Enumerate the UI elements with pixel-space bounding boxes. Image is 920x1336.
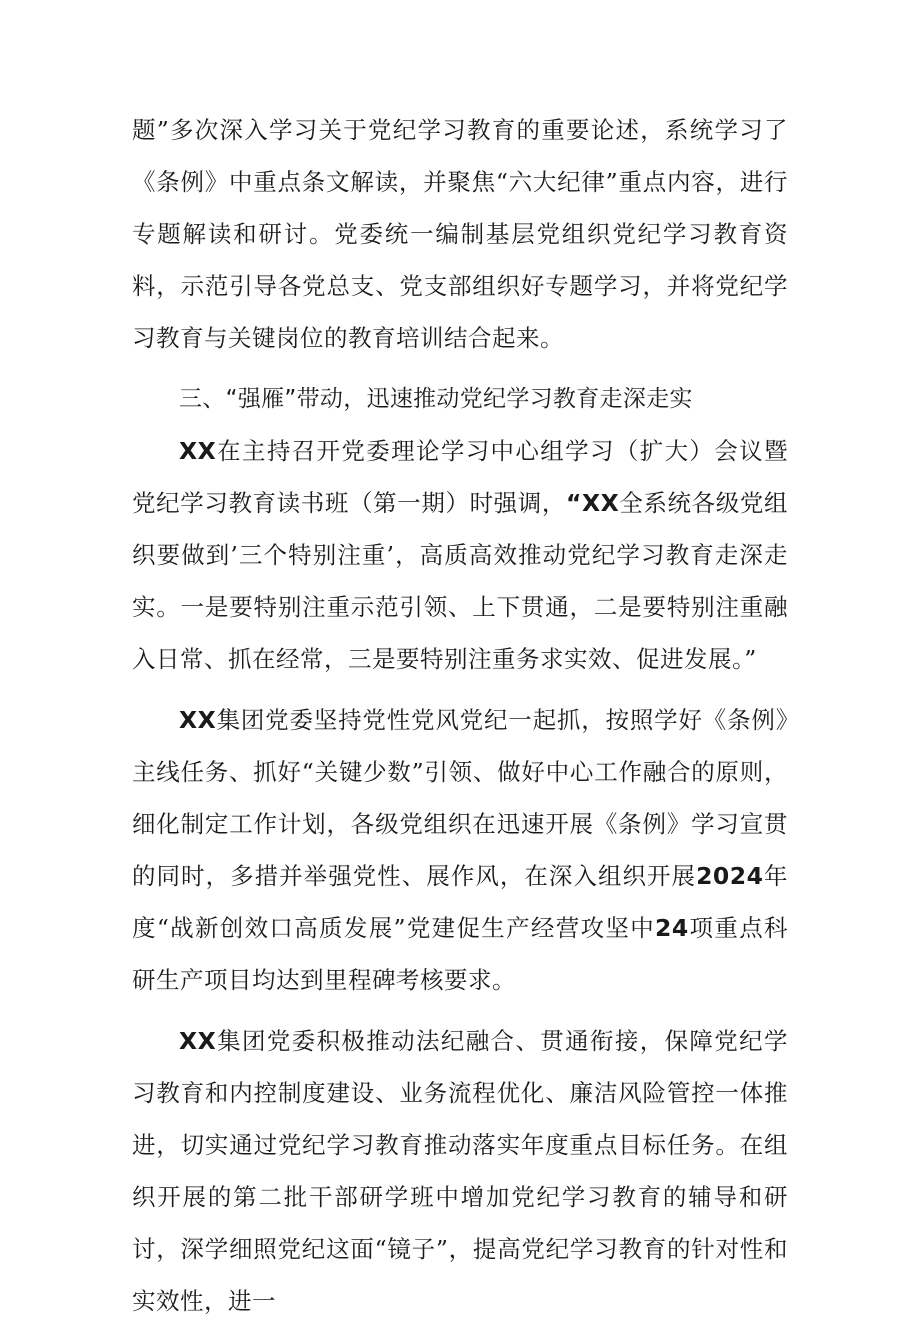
paragraph-text: 全系统各级党组织要做到’三个特别注重’，高质高效推动党纪学习教育走深走实。一是要特别注重示范引领、上下贯通，二是要特别注重融入日常、抓在经常，三是要特别注重务求实效、促进发展。” <box>132 489 789 673</box>
bold-text: XX <box>179 437 217 465</box>
document-page <box>132 104 788 1336</box>
paragraph-text: 集团党委坚持党性党风党纪一起抓，按照学好《条例》主线任务、抓好“关键少数”引领、做好中心工作融合的原则，细化制定工作计划，各级党组织在迅速开展《条例》学习宣贯的同时，多措并举强党性、展作风，在深入组织开展 <box>132 706 788 890</box>
bold-text: XX <box>179 1027 217 1055</box>
paragraph-text: 在主持召开党委理论学习中心组学习（扩大）会议暨党纪学习教育读书班（第一期）时强调， <box>132 437 788 517</box>
bold-text: 24 <box>655 914 689 942</box>
paragraph-text: 集团党委积极推动法纪融合、贯通衔接，保障党纪学习教育和内控制度建设、业务流程优化、廉洁风险管控一体推进，切实通过党纪学习教育推动落实年度重点目标任务。在组织开展的第二批干部研学班中增加党纪学习教育的辅导和研讨，深学细照党纪这面“镜子”，提高党纪学习教育的针对性和实效性，进一 <box>132 1027 788 1315</box>
paragraph-text: 项重点科研生产项目均达到里程碑考核要求。 <box>132 914 789 994</box>
bold-text: XX <box>179 706 217 734</box>
paragraph-group-committee <box>132 694 788 1006</box>
paragraph-text: 年度“战新创效口高质发展”党建促生产经营攻坚中 <box>132 862 789 942</box>
paragraph-continued: 题”多次深入学习关于党纪学习教育的重要论述，系统学习了《条例》中重点条文解读，并聚焦“六大纪律”重点内容，进行专题解读和研讨。党委统一编制基层党组织党纪学习教育资料，示范引导各党总支、党支部组织好专题学习，并将党纪学习教育与关键岗位的教育培训结合起来。 <box>132 116 788 352</box>
bold-text: “XX <box>566 489 620 517</box>
paragraph-integration <box>132 1015 788 1327</box>
bold-text: 2024 <box>696 862 764 890</box>
section-heading-3: 三、“强雁”带动，迅速推动党纪学习教育走深走实 <box>179 386 693 412</box>
paragraph-xx-speech <box>132 425 788 685</box>
